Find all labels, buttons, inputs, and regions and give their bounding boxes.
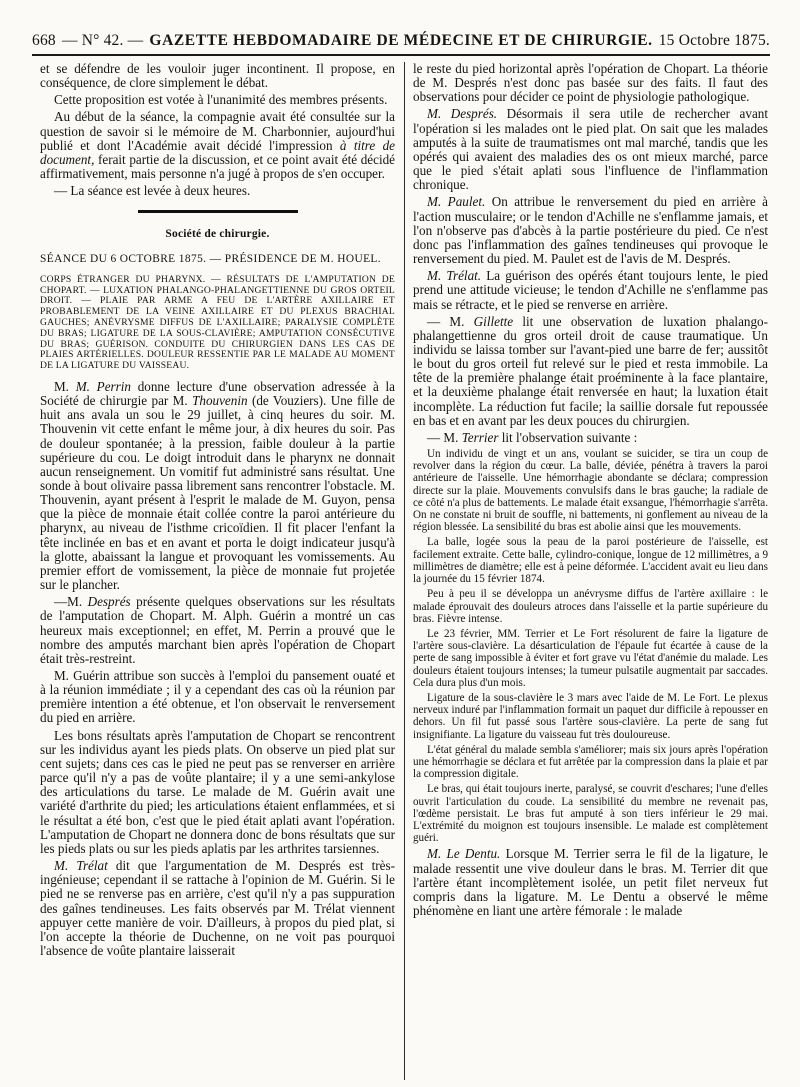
- issue-number: — N° 42. —: [61, 32, 144, 49]
- paragraph: —M. Després présente quelques observations sur les résultats de l'amputation de Chopart. M. Alph. Guérin a montré un cas heureux mais exceptionnel; en effet, M. Perrin a prouvé que le nombre des amputés marchant bien après l'opération de Chopart était très-restreint.: [40, 594, 395, 666]
- paragraph: — M. Terrier lit l'observation suivante :: [427, 429, 638, 445]
- observation-paragraph: La balle, logée sous la peau de la paroi postérieure de l'aisselle, est facilement extraite. Cette balle, cylindro-conique, longue de 12 millimètres, a 9 millimètres de diamètre; elle est à peine déformée. L'accident avait eu lieu dans la journée du 15 février 1874.: [413, 536, 768, 586]
- section-rule: [138, 210, 298, 213]
- left-column: [40, 62, 395, 1082]
- session-heading: SÉANCE DU 6 OCTOBRE 1875. — PRÉSIDENCE DE M. HOUEL.: [40, 252, 382, 265]
- paragraph: M. Guérin attribue son succès à l'emploi du pansement ouaté et à la réunion immédiate ; il y a cependant des cas où la réunion par première intention a été obtenue, et l'on observait le renversement du pied en arrière.: [40, 668, 395, 726]
- journal-title: GAZETTE HEBDOMADAIRE DE MÉDECINE ET DE CHIRURGIE.: [149, 32, 653, 49]
- right-column: [413, 62, 768, 1082]
- issue-date: 15 Octobre 1875.: [658, 32, 770, 49]
- section-title: Société de chirurgie.: [165, 228, 270, 241]
- paragraph: M. Le Dentu. Lorsque M. Terrier serra le fil de la ligature, le malade ressentit une vive douleur dans le bras. M. Terrier dit que l'artère étant incomplètement isolée, un petit filet nerveux fut compris dans la ligature. M. Le Dentu a observé le même phénomène en liant une artère fémorale : le malade: [413, 846, 768, 918]
- paragraph: — La séance est levée à deux heures.: [54, 183, 251, 199]
- paragraph: M. M. Perrin donne lecture d'une observation adressée à la Société de chirurgie par M. Thouvenin (de Vouziers). Une fille de huit ans avala un sou le 29 juillet, à cinq heures du soir. M. Thouvenin vit cette enfant le même jour, à dix heures du soir. Pas de douleur spontanée; à la pression, faible douleur à la partie supérieure du cou. Le doigt introduit dans le pharynx ne donnait aucun renseignement. Un vomitif fut administré sans résultat. Une sonde à bout olivaire passa librement sans rencontrer l'obstacle. M. Thouvenin, ayant présent à l'esprit le malade de M. Guyon, pensa que la pièce de monnaie était collée contre la paroi antérieure du pharynx, au niveau de l'isthme cricoïdien. Il fit placer l'enfant la tête inclinée en bas et en avant et porta le doigt indicateur jusqu'à la glotte, abaissant la langue et provoquant les vomissements. Au premier effort de vomissement, la pièce de monnaie fut projetée sur le plancher.: [40, 378, 395, 593]
- page-number: 668: [32, 32, 56, 49]
- paragraph: et se défendre de les vouloir juger incontinent. Il propose, en conséquence, de clore simplement le débat.: [40, 62, 395, 91]
- paragraph: Cette proposition est votée à l'unanimité des membres présents.: [54, 92, 388, 108]
- paragraph: le reste du pied horizontal après l'opération de Chopart. La théorie de M. Després n'est donc pas basée sur des faits. Il faut des observations pour décider ce point de physiologie pathologique.: [413, 62, 768, 105]
- observation-paragraph: L'état général du malade sembla s'améliorer; mais six jours après l'opération une hémorrhagie se déclara et fut arrêtée par la compression dans la plaie et par la compression digitale.: [413, 743, 768, 781]
- observation-paragraph: Un individu de vingt et un ans, voulant se suicider, se tira un coup de revolver dans la région du cœur. La balle, déviée, pénétra à travers la paroi antérieure de l'aisselle. Une hémorrhagie abondante se déclara; compression directe sur la plaie. Mouvements convulsifs dans le bras gauche; la radiale de ce côté n'a plus de battements. Le malade était exsangue, l'hémorrhagie s'arrêta. On ne constate ni bruit de souffle, ni battements, ni gonflement au niveau de la région blessée. La sensibilité du bras est abolie ainsi que les mouvements.: [413, 448, 768, 534]
- column-divider: [404, 62, 405, 1080]
- observation-paragraph: Le bras, qui était toujours inerte, paralysé, se couvrit d'eschares; l'une d'elles ouvrit l'articulation du coude. La sensibilité du membre ne revenait pas, l'œdème persistait. Le bras fut amputé à son tiers inférieur le 29 mai. L'extrémité du moignon est toujours insensible. Le malade est complètement guéri.: [413, 783, 768, 845]
- session-summary: CORPS ÉTRANGER DU PHARYNX. — RÉSULTATS DE L'AMPUTATION DE CHOPART. — LUXATION PHALANGO-PHALANGETTIENNE DU GROS ORTEIL DROIT. — PLAIE PAR ARME A FEU DE L'ARTÈRE AXILLAIRE ET PROBABLEMENT DE LA VEINE AXILLAIRE ET DU PLEXUS BRACHIAL GAUCHES; ANÉVRYSME DIFFUS DE L'AXILLAIRE; PARALYSIE COMPLÈTE DU BRAS; LIGATURE DE LA SOUS-CLAVIÈRE; AMPUTATION CONSÉCUTIVE DU BRAS; GUÉRISON. CONDUITE DU CHIRURGIEN DANS LES CAS DE PLAIES ARTÉRIELLES. DOULEUR RESSENTIE PAR LE MALADE AU MOMENT DE LA LIGATURE DU VAISSEAU.: [40, 273, 395, 372]
- page-header: [32, 32, 770, 56]
- paragraph: M. Trélat dit que l'argumentation de M. Després est très-ingénieuse; cependant il se rattache à l'opinion de M. Guérin. Si le pied ne se renverse pas en arrière, c'est qu'il n'y a pas suppuration des gaînes tendineuses. Les faits observés par M. Trélat viennent appuyer cette manière de voir. D'ailleurs, à propos du pied plat, si l'on accepte la théorie de Duchenne, on ne voit pas pourquoi l'absence de voûte plantaire laisserait: [40, 858, 395, 958]
- paragraph: — M. Gillette lit une observation de luxation phalango-phalangettienne du gros orteil droit de cause traumatique. Un individu se laissa tomber sur l'avant-pied une barre de fer; aussitôt le bout du gros orteil fut relevé sur le pied et resta immobile. La tête de la première phalange était proéminente à la face plantaire, et la deuxième phalange était renversée en haut; la luxation était incomplète. La réduction fut facile; la saillie dorsale fut repoussée en bas et en avant par les deux pouces du chirurgien.: [413, 313, 768, 428]
- observation-paragraph: Le 23 février, MM. Terrier et Le Fort résolurent de faire la ligature de l'artère sous-clavière. La désarticulation de l'épaule fut écartée à cause de la perte de sang impossible à éviter et fort grave vu l'état d'anémie du malade. Les douleurs étaient toujours intenses; la tumeur pulsatile augmentait par saccades. Cela dura plus d'un mois.: [413, 627, 768, 689]
- observation-paragraph: Ligature de la sous-clavière le 3 mars avec l'aide de M. Le Fort. Le plexus nerveux induré par l'inflammation formait un paquet dur difficile à repousser en dehors. Un fil fut passé sous l'artère sous-clavière. La perte de sang fut insignifiante. La ligature du vaisseau fut très douloureuse.: [413, 691, 768, 741]
- paragraph: Au début de la séance, la compagnie avait été consultée sur la question de savoir si le mémoire de M. Charbonnier, aujourd'hui publié et dont l'Académie avait décidé l'impression à titre de document, ferait partie de la discussion, et ce point avait été décidé affirmativement, mais personne n'a jugé à propos de s'en occuper.: [40, 109, 395, 182]
- paragraph: M. Després. Désormais il sera utile de rechercher avant l'opération si les malades ont le pied plat. On sait que les malades amputés à la suite de traumatismes ont mal marché, tandis que les opérés qui avaient des maladies des os ont mieux marché, parce que le pied s'était aplati sous l'influence de l'inflammation chronique.: [413, 106, 768, 193]
- paragraph: M. Trélat. La guérison des opérés étant toujours lente, le pied prend une attitude vicieuse; le tendon d'Achille ne s'enflamme pas mais se rétracte, et le pied se renverse en arrière.: [413, 268, 768, 312]
- paragraph: Les bons résultats après l'amputation de Chopart se rencontrent sur les individus ayant les pieds plats. On observe un pied plat sur cent sujets; dans ces cas le pied ne peut pas se renverser en arrière parce qu'il n'y a pas de voûte plantaire; il y a une semi-ankylose des articulations du tarse. Le malade de M. Guérin avait une variété d'arthrite du pied; les articulations étaient enflammées, et si le résultat a été bon, c'est que le pied était aplati avant l'opération. L'amputation de Chopart ne donnera donc de bons résultats que sur les pieds plats ou sur les pieds aplatis par les arthrites tarsiennes.: [40, 727, 395, 856]
- paragraph: M. Paulet. On attribue le renversement du pied en arrière à l'action musculaire; or le tendon d'Achille ne s'enflamme jamais, et l'on n'observe pas d'abcès à la partie postérieure du pied. Ce n'est donc pas l'inflammation des gaînes tendineuses qui provoque le renversement du pied. M. Paulet est de l'avis de M. Després.: [413, 194, 768, 267]
- observation-paragraph: Peu à peu il se développa un anévrysme diffus de l'artère axillaire : le malade éprouvait des douleurs atroces dans l'aisselle et la partie supérieure du bras. Fièvre intense.: [413, 588, 768, 625]
